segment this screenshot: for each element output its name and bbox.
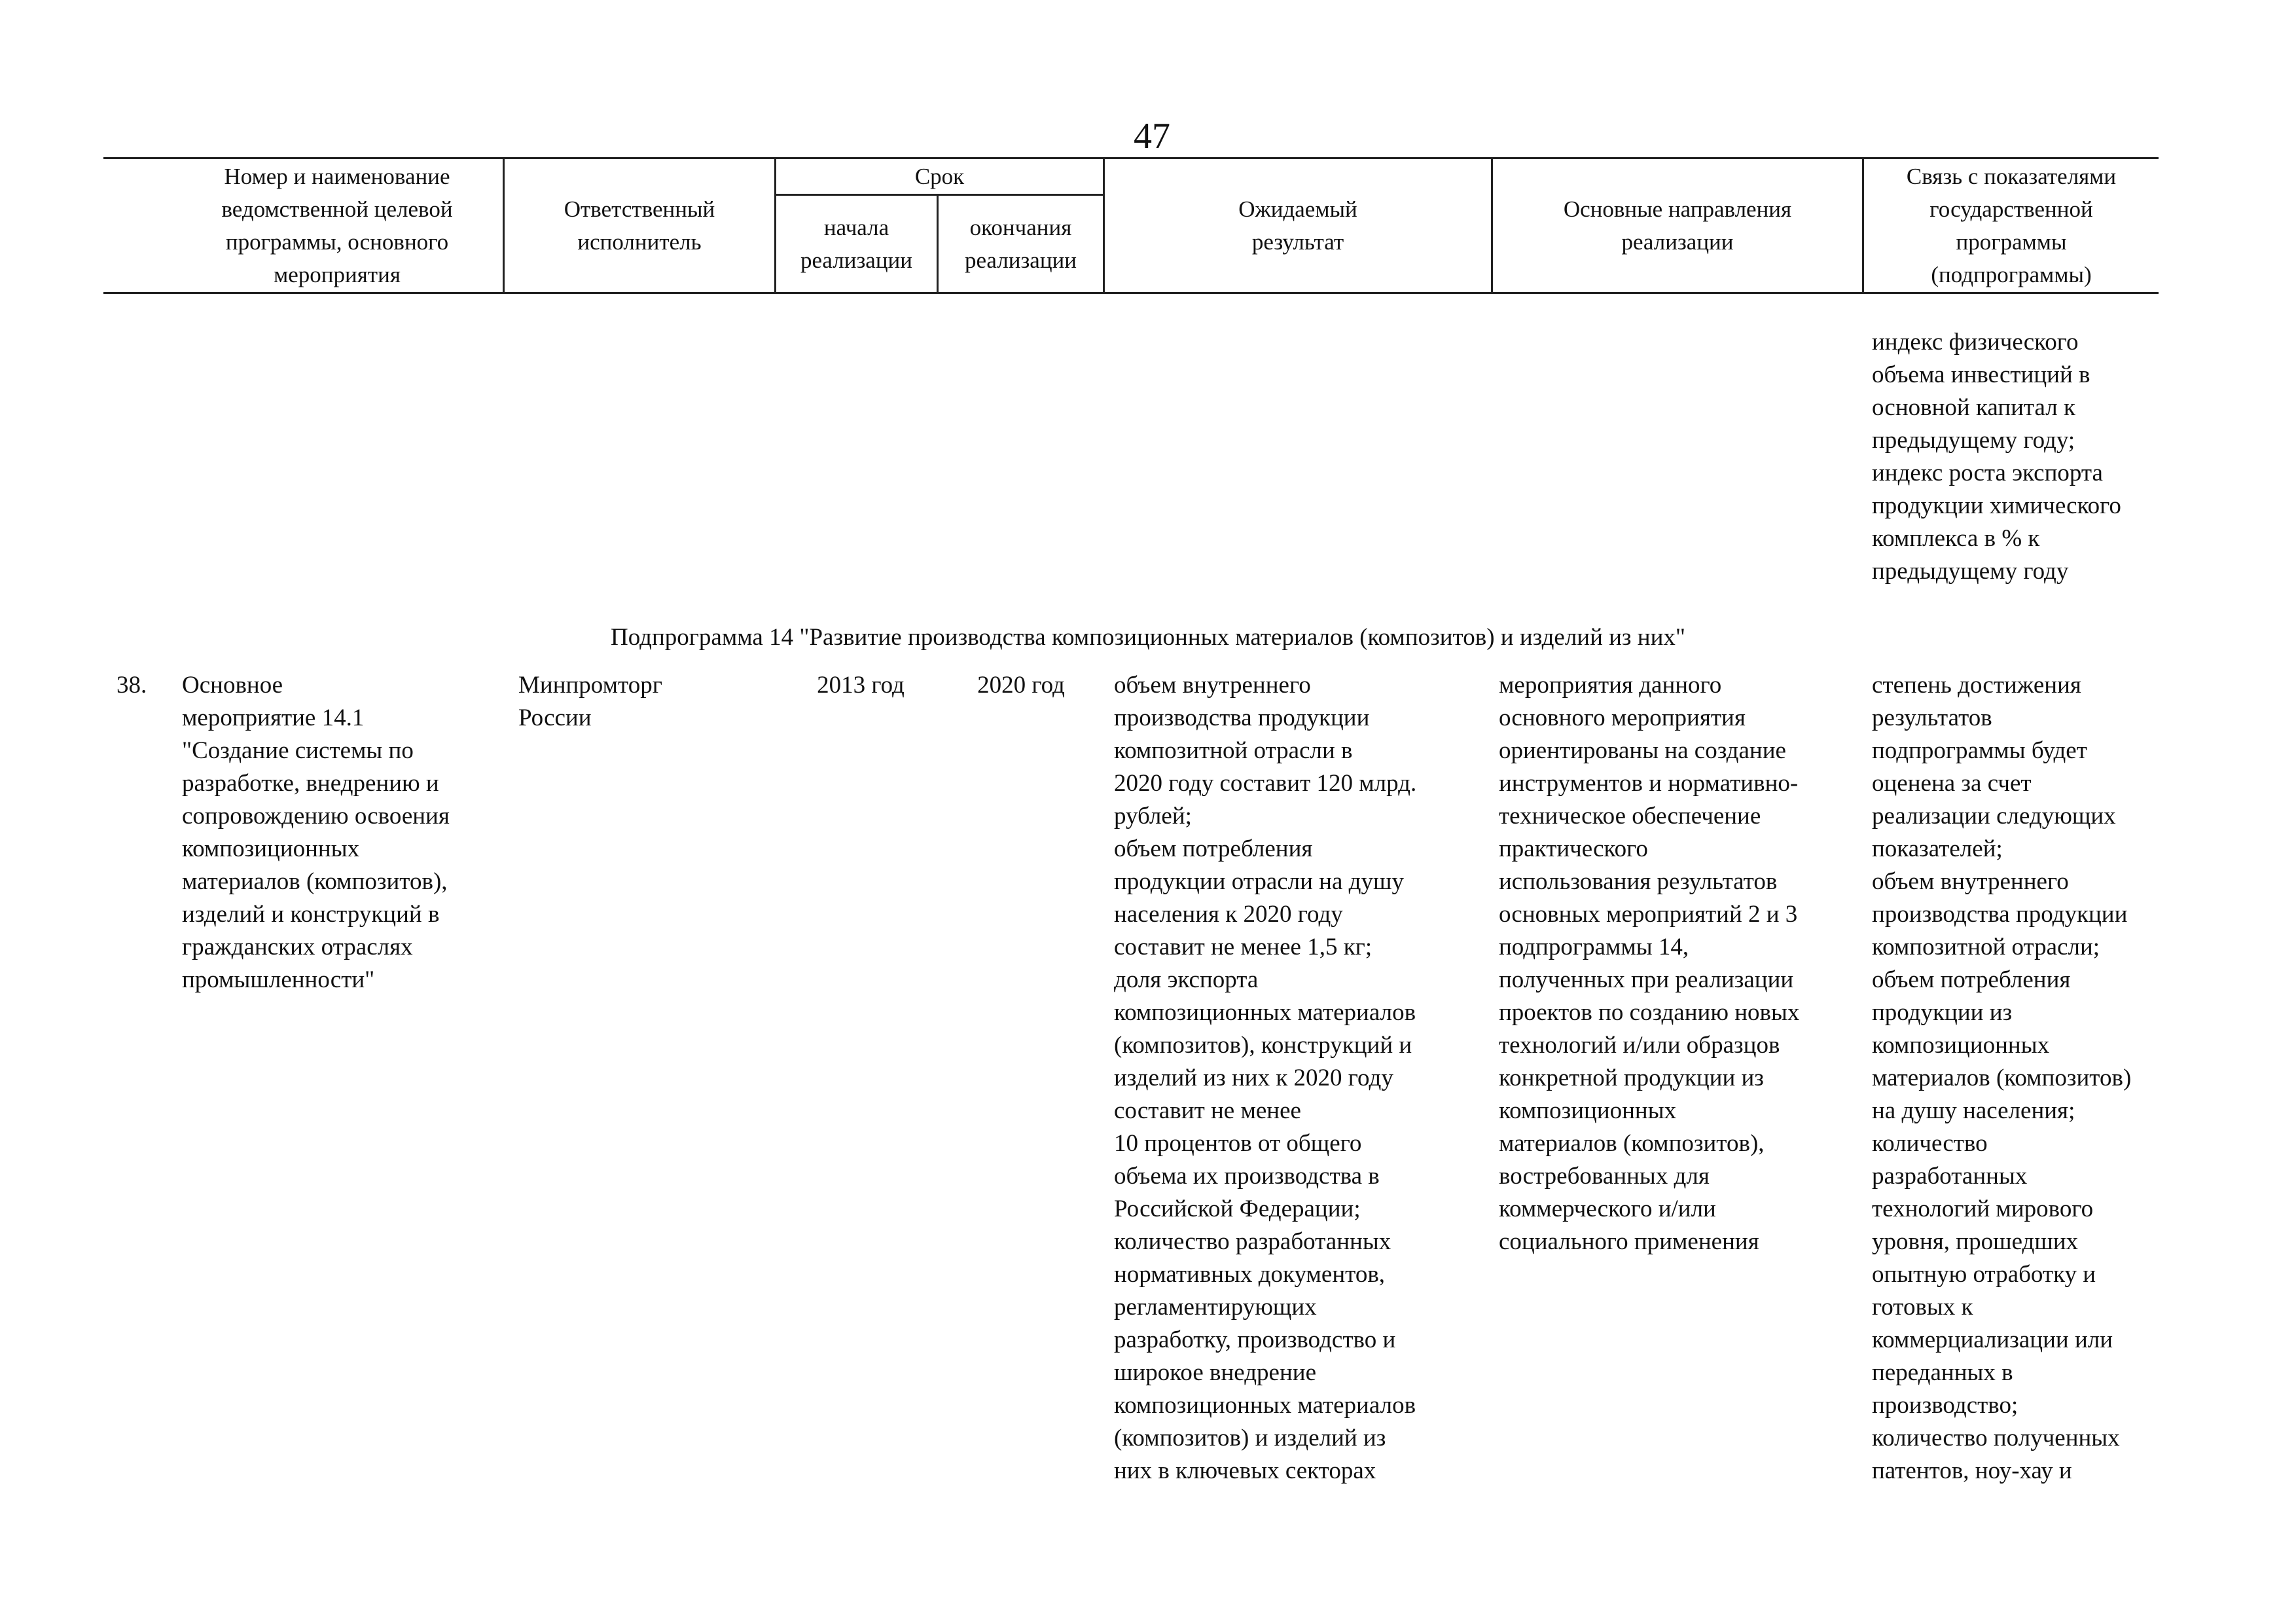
page-number: 47 <box>1134 116 1170 156</box>
header-directions: Основные направления реализации <box>1563 196 1792 255</box>
header-executor: Ответственный исполнитель <box>564 196 715 255</box>
row-number: 38. <box>117 672 147 699</box>
row-program: Основное мероприятие 14.1 "Создание системы по разработке, внедрению и сопровождению освоения композиционных материалов (композитов), изделий и конструкций в гражданских отраслях промышленности" <box>182 672 450 993</box>
header-program: Номер и наименование ведомственной целевой программы, основного мероприятия <box>221 164 453 287</box>
row-executor: Минпромторг России <box>518 672 662 731</box>
header-term-end: окончания реализации <box>964 214 1077 273</box>
subprogram-title: Подпрограмма 14 "Развитие производства композиционных материалов (композитов) и изделий из них" <box>610 624 1686 651</box>
row-end: 2020 год <box>977 672 1065 699</box>
header-bottom-rule <box>103 292 2159 294</box>
row-result: объем внутреннего производства продукции композитной отрасли в 2020 году составит 120 млрд. рублей; объем потребления продукции отрасли на душу населения к 2020 году составит не менее 1,5 кг; доля экспорта композиционных материалов (композитов), конструкций и изделий из них к 2020 году составит не менее 10 процентов от общего объема их производства в Российской Федерации; количество разработанных нормативных документов, регламентирующих разработку, производство и широкое внедрение композиционных материалов (композитов) и изделий из них в ключевых секторах <box>1114 672 1417 1484</box>
row-link: степень достижения результатов подпрограммы будет оценена за счет реализации следующих показателей; объем внутреннего производства продукции композитной отрасли; объем потребления продукции из композиционных материалов (композитов) на душу населения; количество разработанных технологий мирового уровня, прошедших опытную отработку и готовых к коммерциализации или переданных в производство; количество полученных патентов, ноу-хау и <box>1872 672 2132 1484</box>
header-term-start: начала реализации <box>800 214 913 273</box>
carryover-link-cell: индекс физического объема инвестиций в основной капитал к предыдущему году; индекс роста экспорта продукции химического комплекса в % к предыдущему году <box>1872 329 2121 585</box>
row-directions: мероприятия данного основного мероприятия ориентированы на создание инструментов и нормативно- техническое обеспечение практического использования результатов основных мероприятий 2 и 3 подпрограммы 14, полученных при реализации проектов по созданию новых технологий и/или образцов конкретной продукции из композиционных материалов (композитов), востребованных для коммерческого и/или социального применения <box>1499 672 1800 1255</box>
header-result: Ожидаемый результат <box>1238 196 1357 255</box>
header-term: Срок <box>914 164 965 189</box>
header-top-rule <box>103 157 2159 159</box>
row-start: 2013 год <box>817 672 905 699</box>
header-link: Связь с показателями государственной программы (подпрограммы) <box>1906 164 2117 287</box>
